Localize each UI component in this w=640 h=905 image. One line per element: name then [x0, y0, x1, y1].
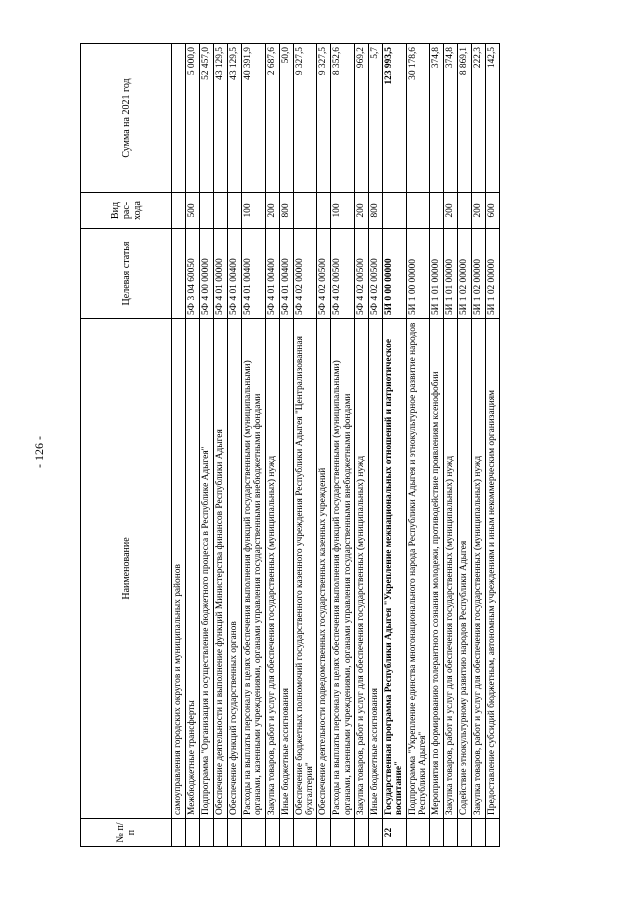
cell-name: Расходы на выплаты персоналу в целях обеспечения выполнения функций государственными (муниципальными) органами, казенными учреждениями, органами управления государственными внебюджетными фондами [331, 319, 355, 819]
cell-expense-kind: 800 [279, 193, 293, 229]
cell-number [355, 819, 369, 847]
cell-sum: 43 129,5 [214, 44, 228, 193]
cell-name: Мероприятия по формированию толерантного сознания молодежи, противодействие проявлениям ксенофобии [430, 319, 444, 819]
table-row [331, 44, 355, 847]
cell-number [458, 819, 472, 847]
table-row [444, 44, 458, 847]
cell-sum: 5,7 [369, 44, 383, 193]
cell-number [242, 819, 266, 847]
header-target-article: Целевая статья [81, 229, 172, 319]
table-row [172, 44, 186, 847]
cell-target-article [172, 229, 186, 319]
table-row [228, 44, 242, 847]
cell-target-article: 5И 0 00 00000 [383, 229, 407, 319]
cell-name: Закупка товаров, работ и услуг для обеспечения государственных (муниципальных) нужд [355, 319, 369, 819]
cell-name: Подпрограмма "Укрепление единства многонационального народа Республики Адыгея и этнокультурное развитие народов Республики Адыгея" [406, 319, 430, 819]
cell-sum: 52 457,0 [200, 44, 214, 193]
cell-target-article: 5Ф 4 00 00000 [200, 229, 214, 319]
table-row [406, 44, 430, 847]
cell-number: 22 [383, 819, 407, 847]
cell-expense-kind [293, 193, 317, 229]
cell-sum: 40 391,9 [242, 44, 266, 193]
cell-expense-kind [458, 193, 472, 229]
cell-number [444, 819, 458, 847]
cell-expense-kind: 200 [265, 193, 279, 229]
cell-target-article: 5Ф 4 01 00400 [228, 229, 242, 319]
cell-name: Закупка товаров, работ и услуг для обеспечения государственных (муниципальных) нужд [444, 319, 458, 819]
cell-target-article: 5Ф 4 01 00400 [265, 229, 279, 319]
cell-number [172, 819, 186, 847]
cell-expense-kind: 600 [486, 193, 500, 229]
cell-number [186, 819, 200, 847]
cell-expense-kind: 200 [355, 193, 369, 229]
cell-expense-kind: 100 [242, 193, 266, 229]
cell-sum: 2 687,6 [265, 44, 279, 193]
cell-target-article: 5Ф 4 02 00500 [355, 229, 369, 319]
cell-target-article: 5И 1 02 00000 [486, 229, 500, 319]
cell-number [472, 819, 486, 847]
cell-number [486, 819, 500, 847]
cell-name: Обеспечение деятельности и выполнение функций Министерства финансов Республики Адыгея [214, 319, 228, 819]
cell-number [279, 819, 293, 847]
cell-sum: 9 327,5 [293, 44, 317, 193]
cell-expense-kind [228, 193, 242, 229]
cell-sum: 30 178,6 [406, 44, 430, 193]
cell-name: Межбюджетные трансферты [186, 319, 200, 819]
cell-expense-kind: 200 [472, 193, 486, 229]
table-row [430, 44, 444, 847]
cell-target-article: 5Ф 3 04 60050 [186, 229, 200, 319]
cell-expense-kind [200, 193, 214, 229]
cell-sum: 374,8 [444, 44, 458, 193]
table-row [265, 44, 279, 847]
cell-expense-kind: 100 [331, 193, 355, 229]
cell-target-article: 5И 1 02 00000 [458, 229, 472, 319]
cell-sum: 222,3 [472, 44, 486, 193]
cell-name: Обеспечение функций государственных органов [228, 319, 242, 819]
cell-target-article: 5Ф 4 02 00500 [331, 229, 355, 319]
header-expense-kind: Вид рас-хода [81, 193, 172, 229]
rotated-table-sheet [80, 44, 565, 847]
budget-allocation-table [80, 43, 500, 847]
cell-expense-kind: 500 [186, 193, 200, 229]
cell-number [406, 819, 430, 847]
header-sum-2021: Сумма на 2021 год [81, 44, 172, 193]
cell-sum: 9 327,5 [317, 44, 331, 193]
cell-target-article: 5Ф 4 01 00400 [242, 229, 266, 319]
cell-expense-kind: 200 [444, 193, 458, 229]
cell-name: Иные бюджетные ассигнования [279, 319, 293, 819]
cell-number [228, 819, 242, 847]
table-row [242, 44, 266, 847]
cell-expense-kind [430, 193, 444, 229]
table-row [369, 44, 383, 847]
cell-expense-kind [214, 193, 228, 229]
cell-name: Подпрограмма "Организация и осуществление бюджетного процесса в Республике Адыгея" [200, 319, 214, 819]
cell-sum: 5 000,0 [186, 44, 200, 193]
cell-sum: 969,2 [355, 44, 369, 193]
cell-expense-kind [383, 193, 407, 229]
cell-target-article: 5И 1 01 00000 [444, 229, 458, 319]
table-body [172, 44, 500, 847]
cell-name: Закупка товаров, работ и услуг для обеспечения государственных (муниципальных) нужд [472, 319, 486, 819]
table-row [214, 44, 228, 847]
cell-name: Иные бюджетные ассигнования [369, 319, 383, 819]
cell-expense-kind [317, 193, 331, 229]
cell-name: самоуправления городских округов и муниципальных районов [172, 319, 186, 819]
cell-number [265, 819, 279, 847]
header-number: № п/п [81, 819, 172, 847]
cell-target-article: 5Ф 4 02 00500 [317, 229, 331, 319]
table-row [200, 44, 214, 847]
table-row [317, 44, 331, 847]
cell-sum: 50,0 [279, 44, 293, 193]
cell-sum: 8 352,6 [331, 44, 355, 193]
cell-number [293, 819, 317, 847]
cell-number [214, 819, 228, 847]
table-row [293, 44, 317, 847]
cell-sum: 8 869,1 [458, 44, 472, 193]
cell-sum: 374,8 [430, 44, 444, 193]
page-number: - 126 - [32, 436, 46, 468]
cell-name: Обеспечение деятельности подведомственных государственных казенных учреждений [317, 319, 331, 819]
cell-number [200, 819, 214, 847]
cell-expense-kind [406, 193, 430, 229]
cell-number [331, 819, 355, 847]
cell-target-article: 5И 1 02 00000 [472, 229, 486, 319]
cell-sum: 142,5 [486, 44, 500, 193]
table-row [472, 44, 486, 847]
cell-sum [172, 44, 186, 193]
cell-target-article: 5И 1 01 00000 [430, 229, 444, 319]
table-header-row [81, 44, 172, 847]
table-row [383, 44, 407, 847]
cell-name: Государственная программа Республики Адыгея "Укрепление межнациональных отношений и патриотическое воспитание" [383, 319, 407, 819]
cell-target-article: 5Ф 4 01 00000 [214, 229, 228, 319]
cell-number [317, 819, 331, 847]
cell-name: Закупка товаров, работ и услуг для обеспечения государственных (муниципальных) нужд [265, 319, 279, 819]
cell-name: Предоставление субсидий бюджетным, автономным учреждениям и иным некоммерческим организациям [486, 319, 500, 819]
cell-name: Содействие этнокультурному развитию народов Республики Адыгея [458, 319, 472, 819]
header-name: Наименование [81, 319, 172, 819]
cell-target-article: 5И 1 00 00000 [406, 229, 430, 319]
cell-expense-kind: 800 [369, 193, 383, 229]
cell-target-article: 5Ф 4 02 00000 [293, 229, 317, 319]
cell-name: Расходы на выплаты персоналу в целях обеспечения выполнения функций государственными (муниципальными) органами, казенными учреждениями, органами управления государственными внебюджетными фондами [242, 319, 266, 819]
cell-expense-kind [172, 193, 186, 229]
table-row [186, 44, 200, 847]
cell-number [369, 819, 383, 847]
cell-sum: 123 993,5 [383, 44, 407, 193]
cell-sum: 43 129,5 [228, 44, 242, 193]
cell-number [430, 819, 444, 847]
table-row [355, 44, 369, 847]
table-row [458, 44, 472, 847]
cell-name: Обеспечение бюджетных полномочий государственного казенного учреждения Республики Адыгея "Централизованная бухгалтерия" [293, 319, 317, 819]
table-row [486, 44, 500, 847]
cell-target-article: 5Ф 4 02 00500 [369, 229, 383, 319]
cell-target-article: 5Ф 4 01 00400 [279, 229, 293, 319]
table-row [279, 44, 293, 847]
